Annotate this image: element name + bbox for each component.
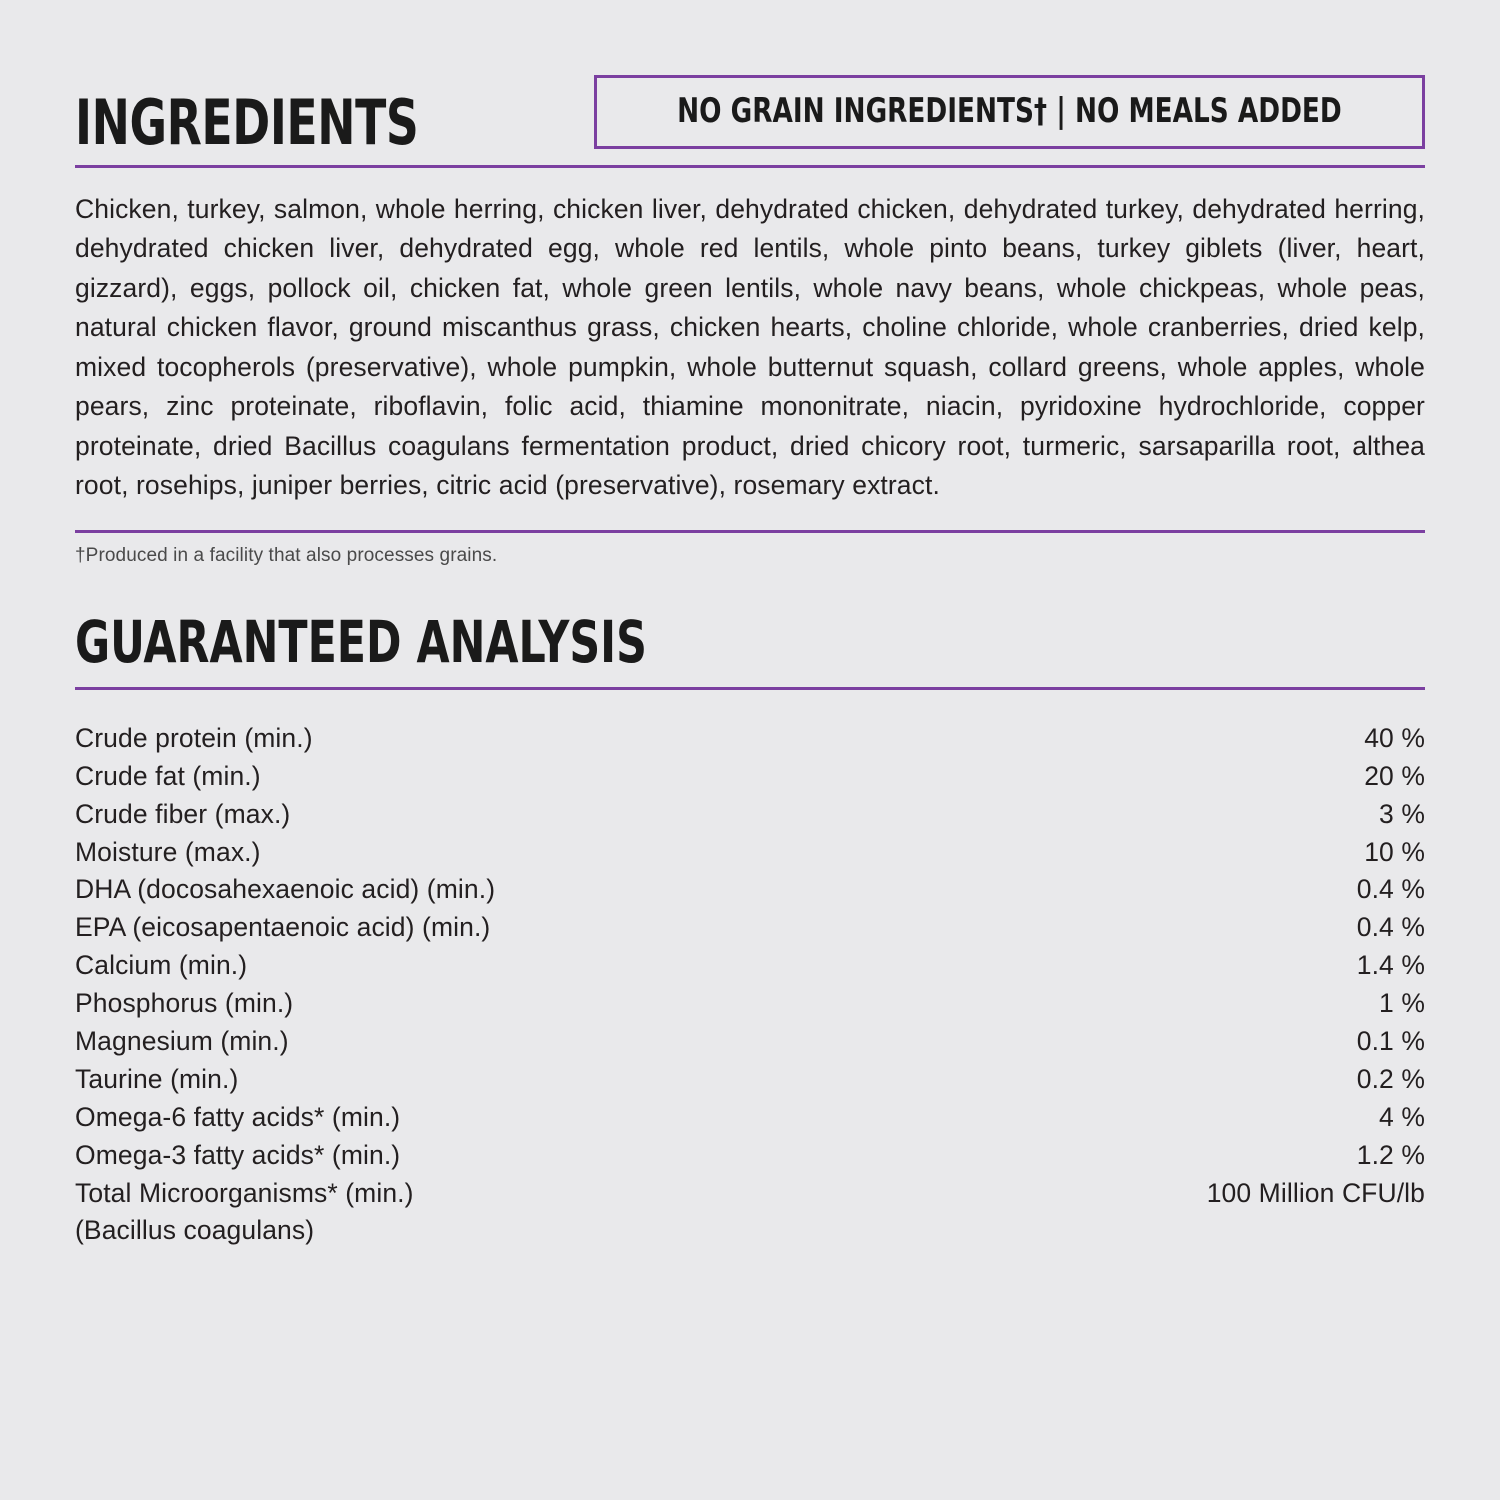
divider-ingredients-top	[75, 165, 1425, 168]
analysis-value: 20 %	[1364, 760, 1425, 791]
ingredients-footnote: †Produced in a facility that also processes grains.	[75, 544, 498, 566]
analysis-label: Phosphorus (min.)	[75, 988, 294, 1019]
analysis-label: DHA (docosahexaenoic acid) (min.)	[75, 874, 496, 905]
analysis-value: 1.2 %	[1356, 1139, 1425, 1170]
table-row	[75, 1175, 1425, 1213]
no-grain-claim-box	[594, 75, 1425, 149]
ingredients-list: Chicken, turkey, salmon, whole herring, chicken liver, dehydrated chicken, dehydrated turkey, dehydrated herring, dehydrated chicken liver, dehydrated egg, whole red lentils, whole pinto beans, turkey giblets (liver, heart, gizzard), eggs, pollock oil, chicken fat, whole green lentils, whole navy beans, whole chickpeas, whole peas, natural chicken flavor, ground miscanthus grass, chicken hearts, choline chloride, whole cranberries, dried kelp, mixed tocopherols (preservative), whole pumpkin, whole butternut squash, collard greens, whole apples, whole pears, zinc proteinate, riboflavin, folic acid, thiamine mononitrate, niacin, pyridoxine hydrochloride, copper proteinate, dried Bacillus coagulans fermentation product, dried chicory root, turmeric, sarsaparilla root, althea root, rosehips, juniper berries, citric acid (preservative), rosemary extract.	[75, 194, 1425, 501]
analysis-label: Omega-3 fatty acids* (min.)	[75, 1139, 401, 1170]
analysis-value: 0.1 %	[1356, 1026, 1425, 1056]
analysis-label: Omega-6 fatty acids* (min.)	[75, 1101, 401, 1132]
analysis-label: Total Microorganisms* (min.)	[75, 1177, 414, 1208]
table-row	[75, 1061, 1425, 1099]
analysis-value: 40 %	[1364, 722, 1425, 753]
ingredients-header	[75, 75, 1425, 160]
analysis-label: (Bacillus coagulans)	[75, 1215, 315, 1246]
table-row	[75, 871, 1425, 909]
analysis-value: 1 %	[1379, 988, 1425, 1019]
table-row	[75, 909, 1425, 947]
analysis-label: Crude fat (min.)	[75, 760, 261, 791]
analysis-label: EPA (eicosapentaenoic acid) (min.)	[75, 912, 491, 943]
table-row	[75, 834, 1425, 872]
table-row	[75, 758, 1425, 796]
analysis-value: 10 %	[1364, 836, 1425, 867]
analysis-value: 0.4 %	[1356, 912, 1425, 943]
analysis-label: Taurine (min.)	[75, 1063, 239, 1094]
analysis-value	[963, 1212, 1425, 1250]
analysis-label: Calcium (min.)	[75, 950, 248, 981]
guaranteed-analysis-table	[75, 720, 1425, 1250]
table-row	[75, 1099, 1425, 1137]
analysis-label: Magnesium (min.)	[75, 1026, 289, 1056]
table-row	[75, 720, 1425, 758]
analysis-label: Crude fiber (max.)	[75, 798, 291, 829]
analysis-value: 3 %	[1379, 798, 1425, 829]
guaranteed-analysis-title: GUARANTEED ANALYSIS	[75, 607, 647, 676]
divider-ingredients-bottom	[75, 530, 1425, 533]
analysis-label: Crude protein (min.)	[75, 722, 313, 753]
guaranteed-analysis-header	[75, 607, 1425, 676]
table-row	[75, 1212, 1425, 1250]
table-row	[75, 985, 1425, 1023]
analysis-value: 100 Million CFU/lb	[1206, 1177, 1425, 1208]
analysis-value: 4 %	[1379, 1101, 1425, 1132]
table-row	[75, 1137, 1425, 1175]
table-row	[75, 947, 1425, 985]
divider-guaranteed-analysis	[75, 687, 1425, 690]
no-grain-claim-text: NO GRAIN INGREDIENTS† | NO MEALS ADDED	[677, 91, 1342, 131]
analysis-value: 0.4 %	[1356, 874, 1425, 905]
analysis-label: Moisture (max.)	[75, 836, 261, 867]
table-row	[75, 1023, 1425, 1061]
analysis-value: 0.2 %	[1356, 1063, 1425, 1094]
ingredients-title: INGREDIENTS	[75, 86, 419, 160]
table-row	[75, 796, 1425, 834]
analysis-value: 1.4 %	[1356, 950, 1425, 981]
